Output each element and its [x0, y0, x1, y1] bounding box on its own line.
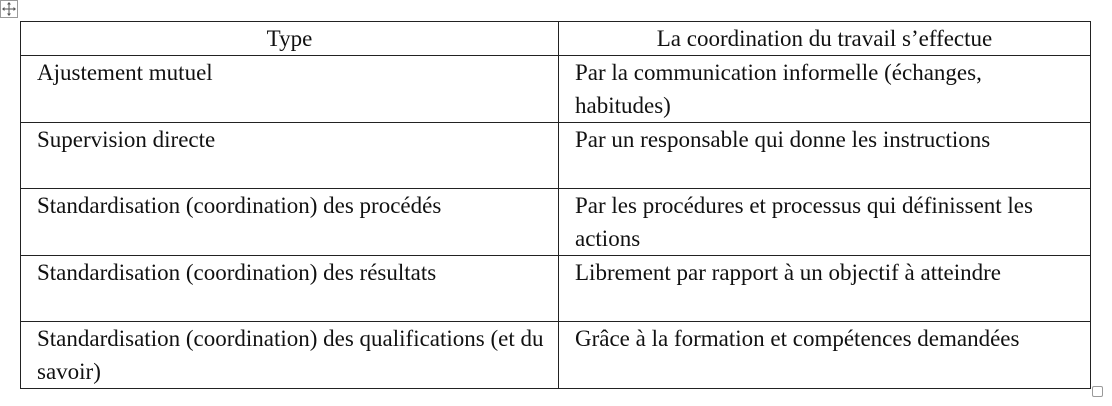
- cell-type: Standardisation (coordination) des procédés: [21, 189, 559, 256]
- cell-type: Standardisation (coordination) des résultats: [21, 256, 559, 322]
- table-row: [21, 189, 1091, 256]
- coordination-table: [20, 21, 1091, 389]
- header-type: Type: [21, 22, 559, 56]
- cell-type: Standardisation (coordination) des qualifications (et du savoir): [21, 322, 559, 389]
- move-arrows-icon: [1, 1, 17, 17]
- table-row: [21, 123, 1091, 189]
- cell-coordination: Par les procédures et processus qui définissent les actions: [559, 189, 1091, 256]
- cell-type: Ajustement mutuel: [21, 56, 559, 123]
- table-move-handle-icon[interactable]: [0, 0, 18, 18]
- table-resize-handle-icon[interactable]: [1092, 386, 1103, 397]
- cell-coordination: Grâce à la formation et compétences demandées: [559, 322, 1091, 389]
- table-row: [21, 256, 1091, 322]
- cell-coordination: Par la communication informelle (échanges, habitudes): [559, 56, 1091, 123]
- cell-coordination: Librement par rapport à un objectif à atteindre: [559, 256, 1091, 322]
- cell-coordination: Par un responsable qui donne les instructions: [559, 123, 1091, 189]
- cell-type: Supervision directe: [21, 123, 559, 189]
- header-coordination: La coordination du travail s’effectue: [559, 22, 1091, 56]
- table-row: [21, 56, 1091, 123]
- table-row: [21, 322, 1091, 389]
- table-header-row: [21, 22, 1091, 56]
